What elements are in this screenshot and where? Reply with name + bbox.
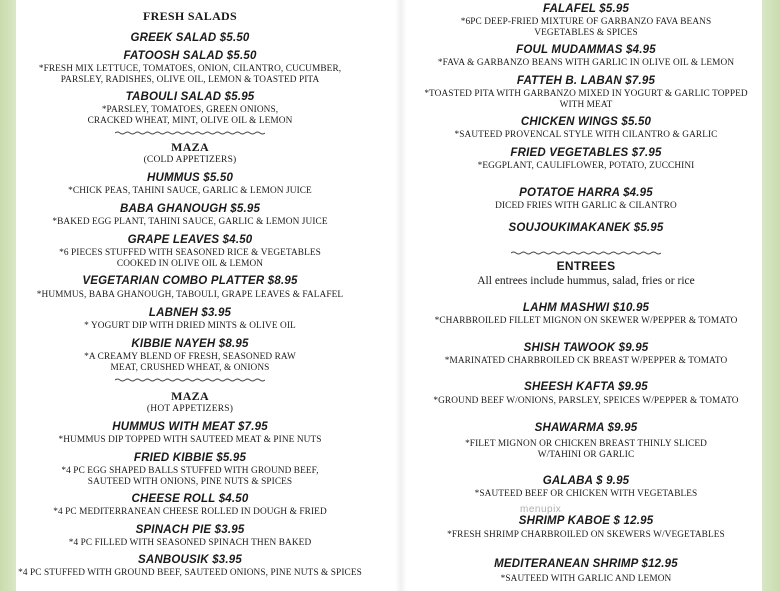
menu-item-name: SHISH TAWOOK $9.95 [523, 342, 649, 354]
menu-item-name: HUMMUS WITH MEAT $7.95 [112, 421, 268, 433]
menu-item-name: FATTEH B. LABAN $7.95 [516, 75, 656, 87]
menu-item-desc: *4 PC STUFFED WITH GROUND BEEF, SAUTEED ONIONS, PINE NUTS & SPICES [18, 568, 362, 578]
section-subtitle: (HOT APPETIZERS) [146, 404, 234, 414]
menu-item-desc: *BAKED EGG PLANT, TAHINI SAUCE, GARLIC & LEMON JUICE [52, 217, 328, 227]
menu-item-name: LAHM MASHWI $10.95 [522, 302, 650, 314]
section-title-maza-hot: MAZA [171, 389, 209, 403]
menu-item-desc: W/TAHINI OR GARLIC [537, 450, 635, 460]
menu-item-desc: DICED FRIES WITH GARLIC & CILANTRO [495, 201, 677, 211]
menu-item-desc: *6PC DEEP-FRIED MIXTURE OF GARBANZO FAVA BEANS [460, 17, 712, 27]
menu-item-name: SOUJOUKIMAKANEK $5.95 [508, 222, 664, 234]
menu-item-desc: *6 PIECES STUFFED WITH SEASONED RICE & VEGETABLES [59, 248, 321, 258]
menu-item-desc: *EGGPLANT, CAULIFLOWER, POTATO, ZUCCHINI [477, 161, 695, 171]
menu-item-name: SANBOUSIK $3.95 [138, 554, 242, 566]
menu-item-desc: *CHICK PEAS, TAHINI SAUCE, GARLIC & LEMON JUICE [68, 186, 312, 196]
menu-item-name: TABOULI SALAD $5.95 [125, 91, 255, 103]
menu-item-desc: WITH MEAT [559, 100, 613, 110]
menu-item-desc: *FAVA & GARBANZO BEANS WITH GARLIC IN OLIVE OIL & LEMON [437, 58, 735, 68]
menu-item-desc: *GROUND BEEF W/ONIONS, PARSLEY, SPEICES W/PEPPER & TOMATO [433, 396, 739, 406]
menu-item-desc: PARSLEY, RADISHES, OLIVE OIL, LEMON & TOASTED PITA [60, 75, 320, 85]
wavy-divider [511, 251, 661, 255]
menu-item-desc: *FRESH SHRIMP CHARBROILED ON SKEWERS W/VEGETABLES [447, 530, 725, 540]
menu-item-desc: *FRESH MIX LETTUCE, TOMATOES, ONION, CILANTRO, CUCUMBER, [38, 64, 342, 74]
menu-item-name: GALABA $ 9.95 [542, 475, 630, 487]
menu-item-desc: *SAUTEED PROVENCAL STYLE WITH CILANTRO & GARLIC [454, 130, 718, 140]
menu-item-name: VEGETARIAN COMBO PLATTER $8.95 [82, 275, 298, 287]
menu-item-name: KIBBIE NAYEH $8.95 [131, 338, 249, 350]
right-border-decoration [762, 0, 780, 591]
menu-item-desc: *4 PC FILLED WITH SEASONED SPINACH THEN BAKED [68, 538, 312, 548]
menu-item-desc: *FILET MIGNON OR CHICKEN BREAST THINLY SLICED [465, 439, 707, 449]
menu-item-name: BABA GHANOUGH $5.95 [119, 203, 261, 215]
menu-item-name: FRIED KIBBIE $5.95 [133, 452, 247, 464]
menu-item-name: GREEK SALAD $5.50 [130, 32, 250, 44]
menu-item-desc: VEGETABLES & SPICES [534, 28, 638, 38]
menu-item-name: FALAFEL $5.95 [542, 3, 630, 15]
section-title-fresh-salads: FRESH SALADS [143, 9, 237, 23]
menu-item-name: SHRIMP KABOE $ 12.95 [518, 515, 654, 527]
menu-item-name: CHEESE ROLL $4.50 [131, 493, 249, 505]
menu-item-desc: *HUMMUS, BABA GHANOUGH, TABOULI, GRAPE LEAVES & FALAFEL [36, 290, 344, 300]
menu-item-desc: *CHARBROILED FILLET MIGNON ON SKEWER W/PEPPER & TOMATO [434, 316, 738, 326]
menu-item-desc: SAUTEED WITH ONIONS, PINE NUTS & SPICES [87, 477, 293, 487]
entrees-note: All entrees include hummus, salad, fries or rice [477, 275, 695, 287]
menu-item-name: HUMMUS $5.50 [146, 172, 234, 184]
menu-item-desc: *A CREAMY BLEND OF FRESH, SEASONED RAW [84, 352, 296, 362]
menu-item-desc: *4 PC EGG SHAPED BALLS STUFFED WITH GROUND BEEF, [61, 466, 319, 476]
menu-item-desc: *TOASTED PITA WITH GARBANZO MIXED IN YOGURT & GARLIC TOPPED [424, 89, 748, 99]
menu-item-desc: *PARSLEY, TOMATOES, GREEN ONIONS, [101, 105, 279, 115]
wavy-divider [115, 131, 265, 135]
page-fold [395, 0, 407, 591]
menu-item-name: SPINACH PIE $3.95 [135, 524, 245, 536]
menu-item-name: CHICKEN WINGS $5.50 [520, 116, 652, 128]
menu-item-name: FOUL MUDAMMAS $4.95 [516, 44, 656, 56]
wavy-divider [115, 378, 265, 382]
left-border-decoration [0, 0, 16, 591]
section-subtitle: (COLD APPETIZERS) [143, 155, 237, 165]
menu-item-desc: *HUMMUS DIP TOPPED WITH SAUTEED MEAT & PINE NUTS [58, 435, 322, 445]
section-title-entrees: ENTREES [556, 259, 616, 273]
menu-item-desc: * YOGURT DIP WITH DRIED MINTS & OLIVE OIL [84, 321, 296, 331]
menu-item-name: FRIED VEGETABLES $7.95 [510, 147, 662, 159]
menu-item-name: LABNEH $3.95 [148, 307, 232, 319]
menu-item-desc: *SAUTEED WITH GARLIC AND LEMON [500, 574, 672, 584]
section-title-maza-cold: MAZA [171, 140, 209, 154]
menu-item-name: MEDITERANEAN SHRIMP $12.95 [494, 558, 678, 570]
menu-item-name: POTATOE HARRA $4.95 [519, 187, 653, 199]
menu-item-desc: *4 PC MEDITERRANEAN CHEESE ROLLED IN DOUGH & FRIED [53, 507, 327, 517]
menu-item-name: SHAWARMA $9.95 [534, 422, 638, 434]
watermark-logo: menupix [520, 504, 562, 515]
menu-item-desc: CRACKED WHEAT, MINT, OLIVE OIL & LEMON [87, 116, 293, 126]
menu-item-desc: *SAUTEED BEEF OR CHICKEN WITH VEGETABLES [474, 489, 698, 499]
menu-item-desc: COOKED IN OLIVE OIL & LEMON [116, 259, 264, 269]
menu-item-desc: MEAT, CRUSHED WHEAT, & ONIONS [110, 363, 270, 373]
menu-item-name: SHEESH KAFTA $9.95 [524, 381, 648, 393]
menu-item-name: GRAPE LEAVES $4.50 [127, 234, 253, 246]
menu-item-desc: *MARINATED CHARBROILED CK BREAST W/PEPPER & TOMATO [444, 356, 728, 366]
menu-item-name: FATOOSH SALAD $5.50 [123, 50, 257, 62]
